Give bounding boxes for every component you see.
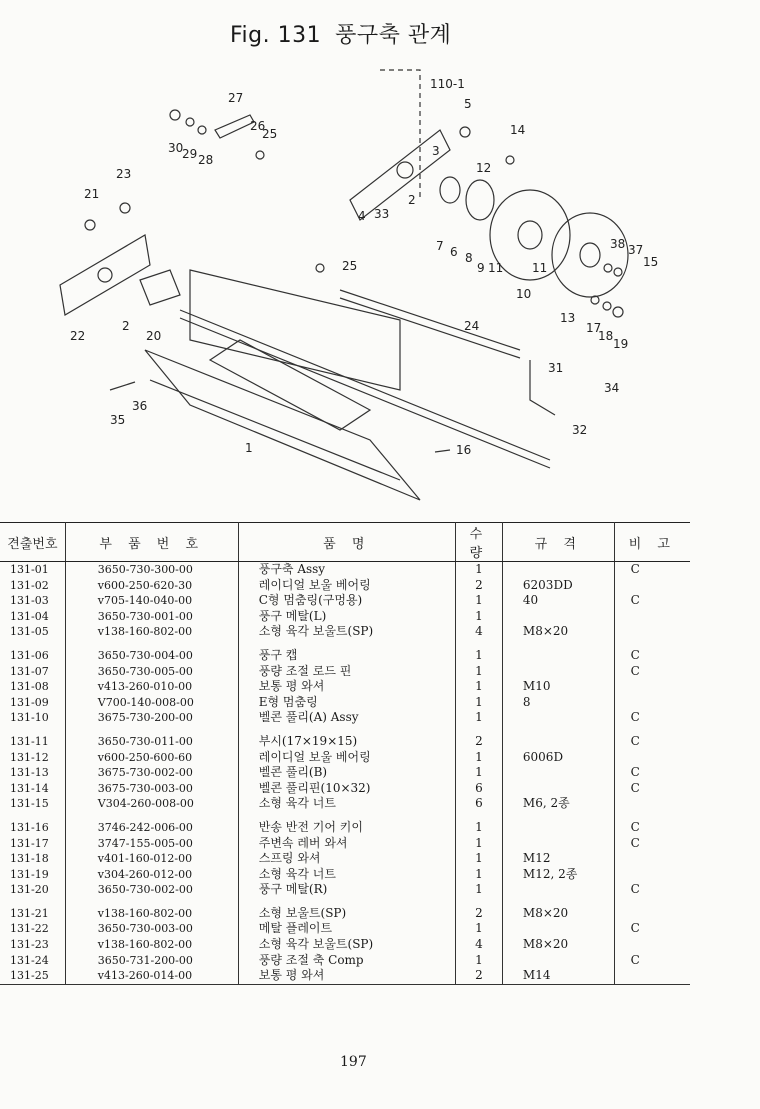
table-row xyxy=(0,710,690,726)
note-cell xyxy=(614,624,690,640)
name-cell: 주변속 레버 와셔 xyxy=(238,836,455,852)
part-no-cell: 3650-730-002-00 xyxy=(65,882,238,898)
name-cell: 벨콘 풀리핀(10×32) xyxy=(238,781,455,797)
spacer-cell xyxy=(0,726,65,734)
part-no-cell: 3650-731-200-00 xyxy=(65,953,238,969)
spec-cell xyxy=(502,765,614,781)
name-cell: 풍량 조절 로드 핀 xyxy=(238,664,455,680)
page-title xyxy=(230,18,451,49)
callout-label: 110-1 xyxy=(430,77,465,91)
part-no-cell: 3650-730-011-00 xyxy=(65,734,238,750)
ref-no-cell: 131-14 xyxy=(0,781,65,797)
callout-label: 31 xyxy=(548,361,564,375)
qty-cell: 4 xyxy=(455,624,502,640)
spacer-cell xyxy=(502,812,614,820)
row-group-spacer xyxy=(0,812,690,820)
qty-cell: 2 xyxy=(455,968,502,984)
column-header-spec: 규 격 xyxy=(502,523,614,562)
callout-label: 32 xyxy=(572,423,588,437)
table-row xyxy=(0,734,690,750)
part-no-cell: V700-140-008-00 xyxy=(65,695,238,711)
spacer-cell xyxy=(614,812,690,820)
spacer-cell xyxy=(502,726,614,734)
name-cell: E형 멈춤링 xyxy=(238,695,455,711)
spec-cell xyxy=(502,710,614,726)
callout-label: 9 xyxy=(477,261,485,275)
callout-label: 25 xyxy=(342,259,358,273)
callout-label: 33 xyxy=(374,207,390,221)
ref-no-cell: 131-06 xyxy=(0,648,65,664)
table-row xyxy=(0,578,690,594)
spec-cell: M8×20 xyxy=(502,906,614,922)
spec-cell xyxy=(502,648,614,664)
callout-label: 37 xyxy=(628,243,644,257)
spec-cell xyxy=(502,734,614,750)
qty-cell: 6 xyxy=(455,781,502,797)
note-cell xyxy=(614,578,690,594)
name-cell: 소형 보울트(SP) xyxy=(238,906,455,922)
note-cell: C xyxy=(630,921,640,936)
spacer-cell xyxy=(614,898,690,906)
part-no-cell: 3675-730-200-00 xyxy=(65,710,238,726)
spec-cell: M10 xyxy=(502,679,614,695)
qty-cell: 2 xyxy=(455,734,502,750)
qty-cell: 1 xyxy=(455,593,502,609)
part-no-cell: v413-260-010-00 xyxy=(65,679,238,695)
callout-label: 21 xyxy=(84,187,100,201)
callout-label: 23 xyxy=(116,167,132,181)
spacer-cell xyxy=(614,640,690,648)
ref-no-cell: 131-09 xyxy=(0,695,65,711)
note-cell: C xyxy=(630,562,640,576)
column-header-ref-no: 견출번호 xyxy=(0,523,65,562)
spec-cell xyxy=(502,664,614,680)
spacer-cell xyxy=(238,812,455,820)
note-cell xyxy=(614,609,690,625)
figure-title: 풍구축 관계 xyxy=(335,23,452,48)
exploded-parts-diagram xyxy=(40,60,720,520)
spec-cell xyxy=(502,882,614,898)
ref-no-cell: 131-16 xyxy=(0,820,65,836)
name-cell: 소형 육각 너트 xyxy=(238,796,455,812)
note-cell xyxy=(614,937,690,953)
note-cell: C xyxy=(630,882,640,897)
qty-cell: 2 xyxy=(455,906,502,922)
name-cell: 풍구 캡 xyxy=(238,648,455,664)
table-row xyxy=(0,968,690,984)
spacer-cell xyxy=(455,812,502,820)
name-cell: 소형 육각 너트 xyxy=(238,867,455,883)
ref-no-cell: 131-21 xyxy=(0,906,65,922)
ref-no-cell: 131-12 xyxy=(0,750,65,766)
qty-cell: 1 xyxy=(455,664,502,680)
qty-cell: 1 xyxy=(455,851,502,867)
callout-label: 24 xyxy=(464,319,480,333)
ref-no-cell: 131-07 xyxy=(0,664,65,680)
part-no-cell: 3746-242-006-00 xyxy=(65,820,238,836)
part-no-cell: v600-250-620-30 xyxy=(65,578,238,594)
row-group-spacer xyxy=(0,640,690,648)
parts-drawing xyxy=(40,60,720,520)
spec-cell: M8×20 xyxy=(502,937,614,953)
ref-no-cell: 131-24 xyxy=(0,953,65,969)
callout-label: 11 xyxy=(532,261,548,275)
table-row xyxy=(0,679,690,695)
callout-label: 10 xyxy=(516,287,532,301)
spacer-cell xyxy=(455,898,502,906)
part-no-cell: v600-250-600-60 xyxy=(65,750,238,766)
table-row xyxy=(0,750,690,766)
qty-cell: 1 xyxy=(455,836,502,852)
table-row xyxy=(0,867,690,883)
callout-label: 30 xyxy=(168,141,184,155)
ref-no-cell: 131-19 xyxy=(0,867,65,883)
ref-no-cell: 131-17 xyxy=(0,836,65,852)
spec-cell: 8 xyxy=(502,695,614,711)
table-row xyxy=(0,765,690,781)
table-row xyxy=(0,836,690,852)
note-cell: C xyxy=(630,819,640,834)
spacer-cell xyxy=(455,640,502,648)
ref-no-cell: 131-23 xyxy=(0,937,65,953)
table-row xyxy=(0,820,690,836)
name-cell: 풍구 메탈(L) xyxy=(238,609,455,625)
spec-cell xyxy=(502,953,614,969)
parts-table xyxy=(0,522,690,985)
table-row xyxy=(0,624,690,640)
table-row xyxy=(0,648,690,664)
ref-no-cell: 131-13 xyxy=(0,765,65,781)
qty-cell: 1 xyxy=(455,750,502,766)
spacer-cell xyxy=(0,640,65,648)
callout-label: 25 xyxy=(262,127,278,141)
callout-label: 7 xyxy=(436,239,444,253)
spacer-cell xyxy=(65,898,238,906)
note-cell xyxy=(614,851,690,867)
name-cell: 풍구축 Assy xyxy=(238,562,455,578)
part-no-cell: v138-160-802-00 xyxy=(65,937,238,953)
table-row xyxy=(0,796,690,812)
ref-no-cell: 131-03 xyxy=(0,593,65,609)
callout-label: 38 xyxy=(610,237,626,251)
qty-cell: 6 xyxy=(455,796,502,812)
part-no-cell: 3650-730-004-00 xyxy=(65,648,238,664)
callout-label: 5 xyxy=(464,97,472,111)
qty-cell: 1 xyxy=(455,695,502,711)
name-cell: 레이디얼 보울 베어링 xyxy=(238,578,455,594)
table-row xyxy=(0,906,690,922)
qty-cell: 2 xyxy=(455,578,502,594)
spec-cell: M8×20 xyxy=(502,624,614,640)
table-row xyxy=(0,921,690,937)
part-no-cell: V304-260-008-00 xyxy=(65,796,238,812)
spacer-cell xyxy=(0,898,65,906)
spacer-cell xyxy=(614,726,690,734)
name-cell: 부시(17×19×15) xyxy=(238,734,455,750)
part-no-cell: 3675-730-003-00 xyxy=(65,781,238,797)
part-no-cell: v413-260-014-00 xyxy=(65,968,238,984)
callout-label: 3 xyxy=(432,144,440,158)
qty-cell: 1 xyxy=(455,609,502,625)
ref-no-cell: 131-01 xyxy=(0,562,65,578)
spacer-cell xyxy=(502,898,614,906)
callout-label: 26 xyxy=(250,119,266,133)
callout-label: 2 xyxy=(122,319,130,333)
callout-label: 19 xyxy=(613,337,629,351)
part-no-cell: v401-160-012-00 xyxy=(65,851,238,867)
callout-label: 18 xyxy=(598,329,614,343)
callout-label: 15 xyxy=(643,255,659,269)
qty-cell: 1 xyxy=(455,765,502,781)
note-cell: C xyxy=(630,647,640,662)
ref-no-cell: 131-08 xyxy=(0,679,65,695)
name-cell: 메탈 플레이트 xyxy=(238,921,455,937)
spec-cell: M12 xyxy=(502,851,614,867)
ref-no-cell: 131-05 xyxy=(0,624,65,640)
part-no-cell: 3747-155-005-00 xyxy=(65,836,238,852)
qty-cell: 1 xyxy=(455,820,502,836)
qty-cell: 4 xyxy=(455,937,502,953)
callout-label: 22 xyxy=(70,329,86,343)
callout-label: 36 xyxy=(132,399,148,413)
note-cell xyxy=(614,867,690,883)
callout-label: 35 xyxy=(110,413,126,427)
table-row xyxy=(0,593,690,609)
part-no-cell: 3650-730-005-00 xyxy=(65,664,238,680)
name-cell: 레이디얼 보울 베어링 xyxy=(238,750,455,766)
table-row xyxy=(0,937,690,953)
name-cell: 스프링 와셔 xyxy=(238,851,455,867)
callout-label: 29 xyxy=(182,147,198,161)
callout-label: 20 xyxy=(146,329,162,343)
part-no-cell: 3650-730-300-00 xyxy=(65,562,238,578)
table-row xyxy=(0,781,690,797)
figure-number: Fig. 131 xyxy=(230,23,322,48)
page-number: 197 xyxy=(340,1054,367,1070)
spec-cell xyxy=(502,836,614,852)
row-group-spacer xyxy=(0,726,690,734)
qty-cell: 1 xyxy=(455,882,502,898)
note-cell: C xyxy=(630,593,640,608)
callout-label: 34 xyxy=(604,381,620,395)
table-header-row xyxy=(0,523,690,562)
spec-cell: M14 xyxy=(502,968,614,984)
note-cell xyxy=(614,695,690,711)
ref-no-cell: 131-18 xyxy=(0,851,65,867)
spec-cell xyxy=(502,609,614,625)
part-no-cell: v138-160-802-00 xyxy=(65,906,238,922)
ref-no-cell: 131-11 xyxy=(0,734,65,750)
callout-label: 27 xyxy=(228,91,244,105)
note-cell: C xyxy=(630,765,640,780)
name-cell: 소형 육각 보울트(SP) xyxy=(238,624,455,640)
note-cell: C xyxy=(630,780,640,795)
qty-cell: 1 xyxy=(455,921,502,937)
callout-label: 28 xyxy=(198,153,214,167)
part-no-cell: v138-160-802-00 xyxy=(65,624,238,640)
ref-no-cell: 131-04 xyxy=(0,609,65,625)
name-cell: 소형 육각 보울트(SP) xyxy=(238,937,455,953)
callout-label: 11 xyxy=(488,261,504,275)
part-no-cell: 3675-730-002-00 xyxy=(65,765,238,781)
callout-label: 14 xyxy=(510,123,526,137)
ref-no-cell: 131-20 xyxy=(0,882,65,898)
name-cell: C형 멈춤링(구멍용) xyxy=(238,593,455,609)
table-row xyxy=(0,882,690,898)
column-header-note: 비 고 xyxy=(614,523,690,562)
note-cell: C xyxy=(630,733,640,748)
qty-cell: 1 xyxy=(455,710,502,726)
note-cell xyxy=(614,906,690,922)
spec-cell xyxy=(502,781,614,797)
note-cell: C xyxy=(630,952,640,967)
part-no-cell: 3650-730-003-00 xyxy=(65,921,238,937)
note-cell: C xyxy=(630,663,640,678)
qty-cell: 1 xyxy=(455,648,502,664)
spec-cell: 6203DD xyxy=(502,578,614,594)
spec-cell: 40 xyxy=(502,593,614,609)
name-cell: 보통 평 와셔 xyxy=(238,968,455,984)
spacer-cell xyxy=(455,726,502,734)
spec-cell: M12, 2종 xyxy=(502,867,614,883)
spacer-cell xyxy=(0,812,65,820)
part-no-cell: v304-260-012-00 xyxy=(65,867,238,883)
note-cell xyxy=(614,750,690,766)
qty-cell: 1 xyxy=(455,953,502,969)
name-cell: 보통 평 와셔 xyxy=(238,679,455,695)
part-no-cell: 3650-730-001-00 xyxy=(65,609,238,625)
spacer-cell xyxy=(65,640,238,648)
spacer-cell xyxy=(65,726,238,734)
table-row xyxy=(0,562,690,578)
callout-label: 17 xyxy=(586,321,602,335)
qty-cell: 1 xyxy=(455,679,502,695)
table-row xyxy=(0,953,690,969)
part-no-cell: v705-140-040-00 xyxy=(65,593,238,609)
table-row xyxy=(0,609,690,625)
callout-label: 12 xyxy=(476,161,492,175)
note-cell: C xyxy=(630,835,640,850)
column-header-name: 품 명 xyxy=(238,523,455,562)
name-cell: 풍량 조절 축 Comp xyxy=(238,953,455,969)
callout-label: 13 xyxy=(560,311,576,325)
qty-cell: 1 xyxy=(455,562,502,578)
callout-label: 6 xyxy=(450,245,458,259)
table-row xyxy=(0,664,690,680)
table-row xyxy=(0,851,690,867)
table-row xyxy=(0,695,690,711)
note-cell: C xyxy=(630,710,640,725)
ref-no-cell: 131-10 xyxy=(0,710,65,726)
spec-cell: M6, 2종 xyxy=(502,796,614,812)
note-cell xyxy=(614,679,690,695)
name-cell: 벨콘 풀리(B) xyxy=(238,765,455,781)
callout-label: 2 xyxy=(408,193,416,207)
column-header-qty: 수 량 xyxy=(455,523,502,562)
ref-no-cell: 131-02 xyxy=(0,578,65,594)
ref-no-cell: 131-22 xyxy=(0,921,65,937)
spacer-cell xyxy=(238,898,455,906)
name-cell: 풍구 메탈(R) xyxy=(238,882,455,898)
callout-label: 4 xyxy=(358,209,366,223)
spec-cell xyxy=(502,562,614,578)
spacer-cell xyxy=(238,726,455,734)
spec-cell xyxy=(502,820,614,836)
spec-cell: 6006D xyxy=(502,750,614,766)
spacer-cell xyxy=(238,640,455,648)
spec-cell xyxy=(502,921,614,937)
note-cell xyxy=(614,796,690,812)
row-group-spacer xyxy=(0,898,690,906)
ref-no-cell: 131-15 xyxy=(0,796,65,812)
qty-cell: 1 xyxy=(455,867,502,883)
name-cell: 반송 반전 기어 키이 xyxy=(238,820,455,836)
ref-no-cell: 131-25 xyxy=(0,968,65,984)
spacer-cell xyxy=(502,640,614,648)
name-cell: 벨콘 풀리(A) Assy xyxy=(238,710,455,726)
column-header-part-no: 부 품 번 호 xyxy=(65,523,238,562)
callout-label: 16 xyxy=(456,443,472,457)
note-cell xyxy=(614,968,690,984)
spacer-cell xyxy=(65,812,238,820)
callout-label: 8 xyxy=(465,251,473,265)
callout-label: 1 xyxy=(245,441,253,455)
